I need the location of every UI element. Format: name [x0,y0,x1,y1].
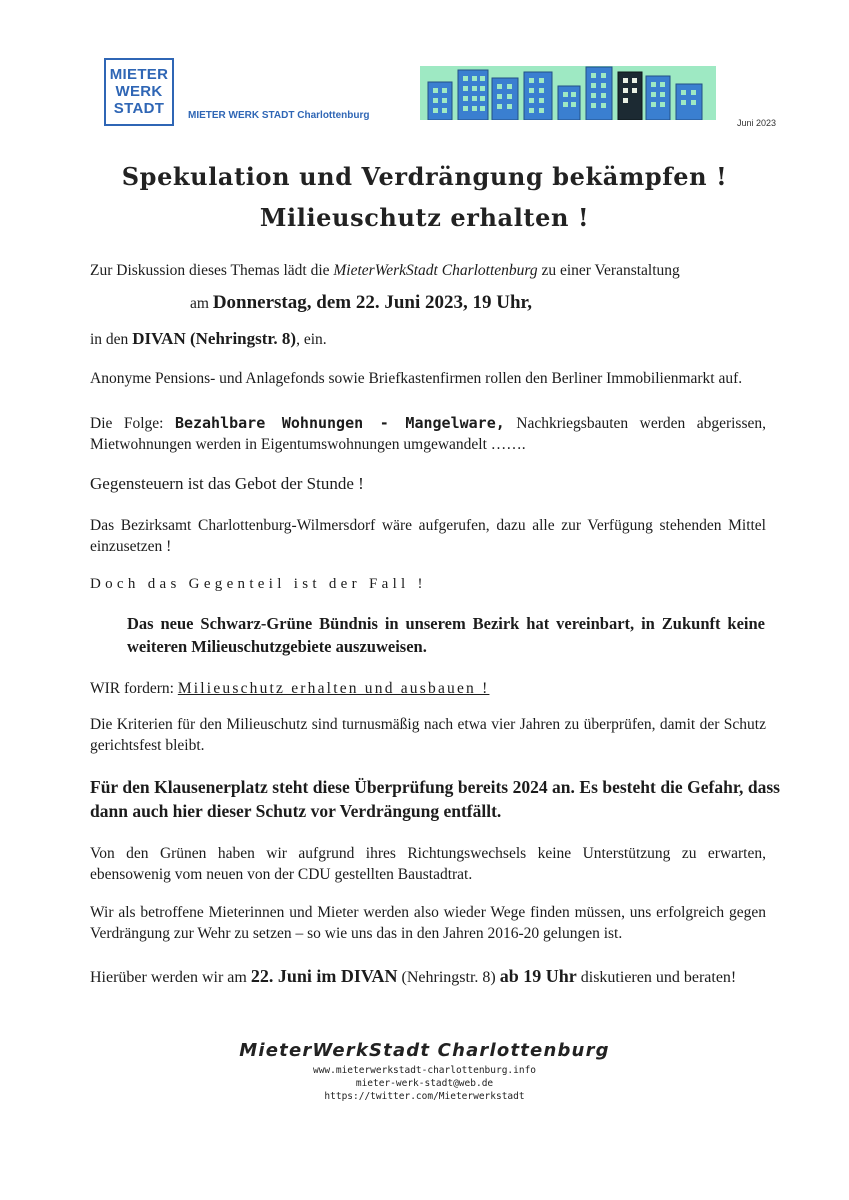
intro-text: Zur Diskussion dieses Themas lädt die [90,262,334,279]
title-line-1: Spekulation und Verdrängung bekämpfen ! [121,162,728,191]
paragraph-consequence [90,413,766,455]
intro-text-end: zu einer Veranstaltung [537,262,680,279]
venue-suffix: , ein. [296,331,327,348]
title-line-2: Milieuschutz erhalten ! [259,203,590,232]
demand-text: Milieuschutz erhalten und ausbauen ! [177,680,490,697]
paragraph-call: Gegensteuern ist das Gebot der Stunde ! [90,474,364,493]
paragraph-closing [90,964,770,990]
date-main: Donnerstag, dem 22. Juni 2023, 19 Uhr [212,292,528,313]
closing-e: diskutieren und beraten! [576,969,737,986]
paragraph-contrary: Doch das Gegenteil ist der Fall ! [90,576,427,592]
buildings-illustration [420,66,716,120]
paragraph-greens: Von den Grünen haben wir aufgrund ihres Richtungswechsels keine Unterstützung zu erwarten, ebensowenig vom neuen von der CDU gestellten Baustadtrat. [90,845,766,883]
website-link[interactable]: www.mieterwerkstadt-charlottenburg.info [312,1065,537,1076]
logo-line-1: MIETER [109,66,169,83]
logo-line-3: STADT [113,100,165,117]
paragraph-demand [90,678,766,699]
paragraph-district: Das Bezirksamt Charlottenburg-Wilmersdorf wäre aufgerufen, dazu alle zur Verfügung stehenden Mittel einzusetzen ! [90,517,766,555]
date-suffix: , [527,292,532,313]
paragraph-coalition: Das neue Schwarz-Grüne Bündnis in unserem Bezirk hat vereinbart, in Zukunft keine weiteren Milieuschutzgebiete auszuweisen. [127,614,765,656]
closing-c: (Nehringstr. 8) [397,969,500,986]
venue-prefix: in den [90,331,133,348]
signature: MieterWerkStadt Charlottenburg [239,1040,610,1061]
intro-org: MieterWerkStadt Charlottenburg [333,262,538,279]
date-prefix: am [190,295,213,312]
paragraph-market: Anonyme Pensions- und Anlagefonds sowie Briefkastenfirmen rollen den Berliner Immobilienmarkt auf. [90,370,743,387]
paragraph-tenants: Wir als betroffene Mieterinnen und Mieter werden also wieder Wege finden müssen, uns erfolgreich gegen Verdrängung zur Wehr zu setzen – so wie uns das in den Jahren 2016-20 gelungen ist. [90,904,766,942]
demand-prefix: WIR fordern: [90,680,178,697]
email-link[interactable]: mieter-werk-stadt@web.de [355,1078,494,1089]
closing-d: ab 19 Uhr [499,966,577,986]
venue-main: DIVAN (Nehringstr. 8) [132,329,297,348]
closing-b: 22. Juni im DIVAN [250,966,398,986]
city-skyline-banner [420,66,716,120]
closing-a: Hierüber werden wir am [90,969,251,986]
consequence-prefix: Die Folge: [90,415,175,432]
consequence-rest: Nachkriegsbauten werden abgerissen, Mietwohnungen werden in Eigentumswohnungen umgewandelt ……. [90,415,767,453]
logo-line-2: WERK [115,83,163,100]
event-venue [90,328,690,350]
paragraph-klausenerplatz: Für den Klausenerplatz steht diese Überprüfung bereits 2024 an. Es besteht die Gefahr, dass dann auch hier dieser Schutz vor Verdrängung entfällt. [90,777,780,821]
consequence-bold: Bezahlbare Wohnungen - Mangelware, [174,414,505,432]
event-date [190,292,750,314]
twitter-link[interactable]: https://twitter.com/Mieterwerkstadt [324,1091,525,1102]
invitation-intro [90,260,790,281]
issue-date: Juni 2023 [737,118,777,128]
logo [104,58,174,126]
paragraph-criteria: Die Kriterien für den Milieuschutz sind turnusmäßig nach etwa vier Jahren zu überprüfen, damit der Schutz gerichtsfest bleibt. [90,716,766,754]
org-caption: MIETER WERK STADT Charlottenburg [188,110,370,121]
